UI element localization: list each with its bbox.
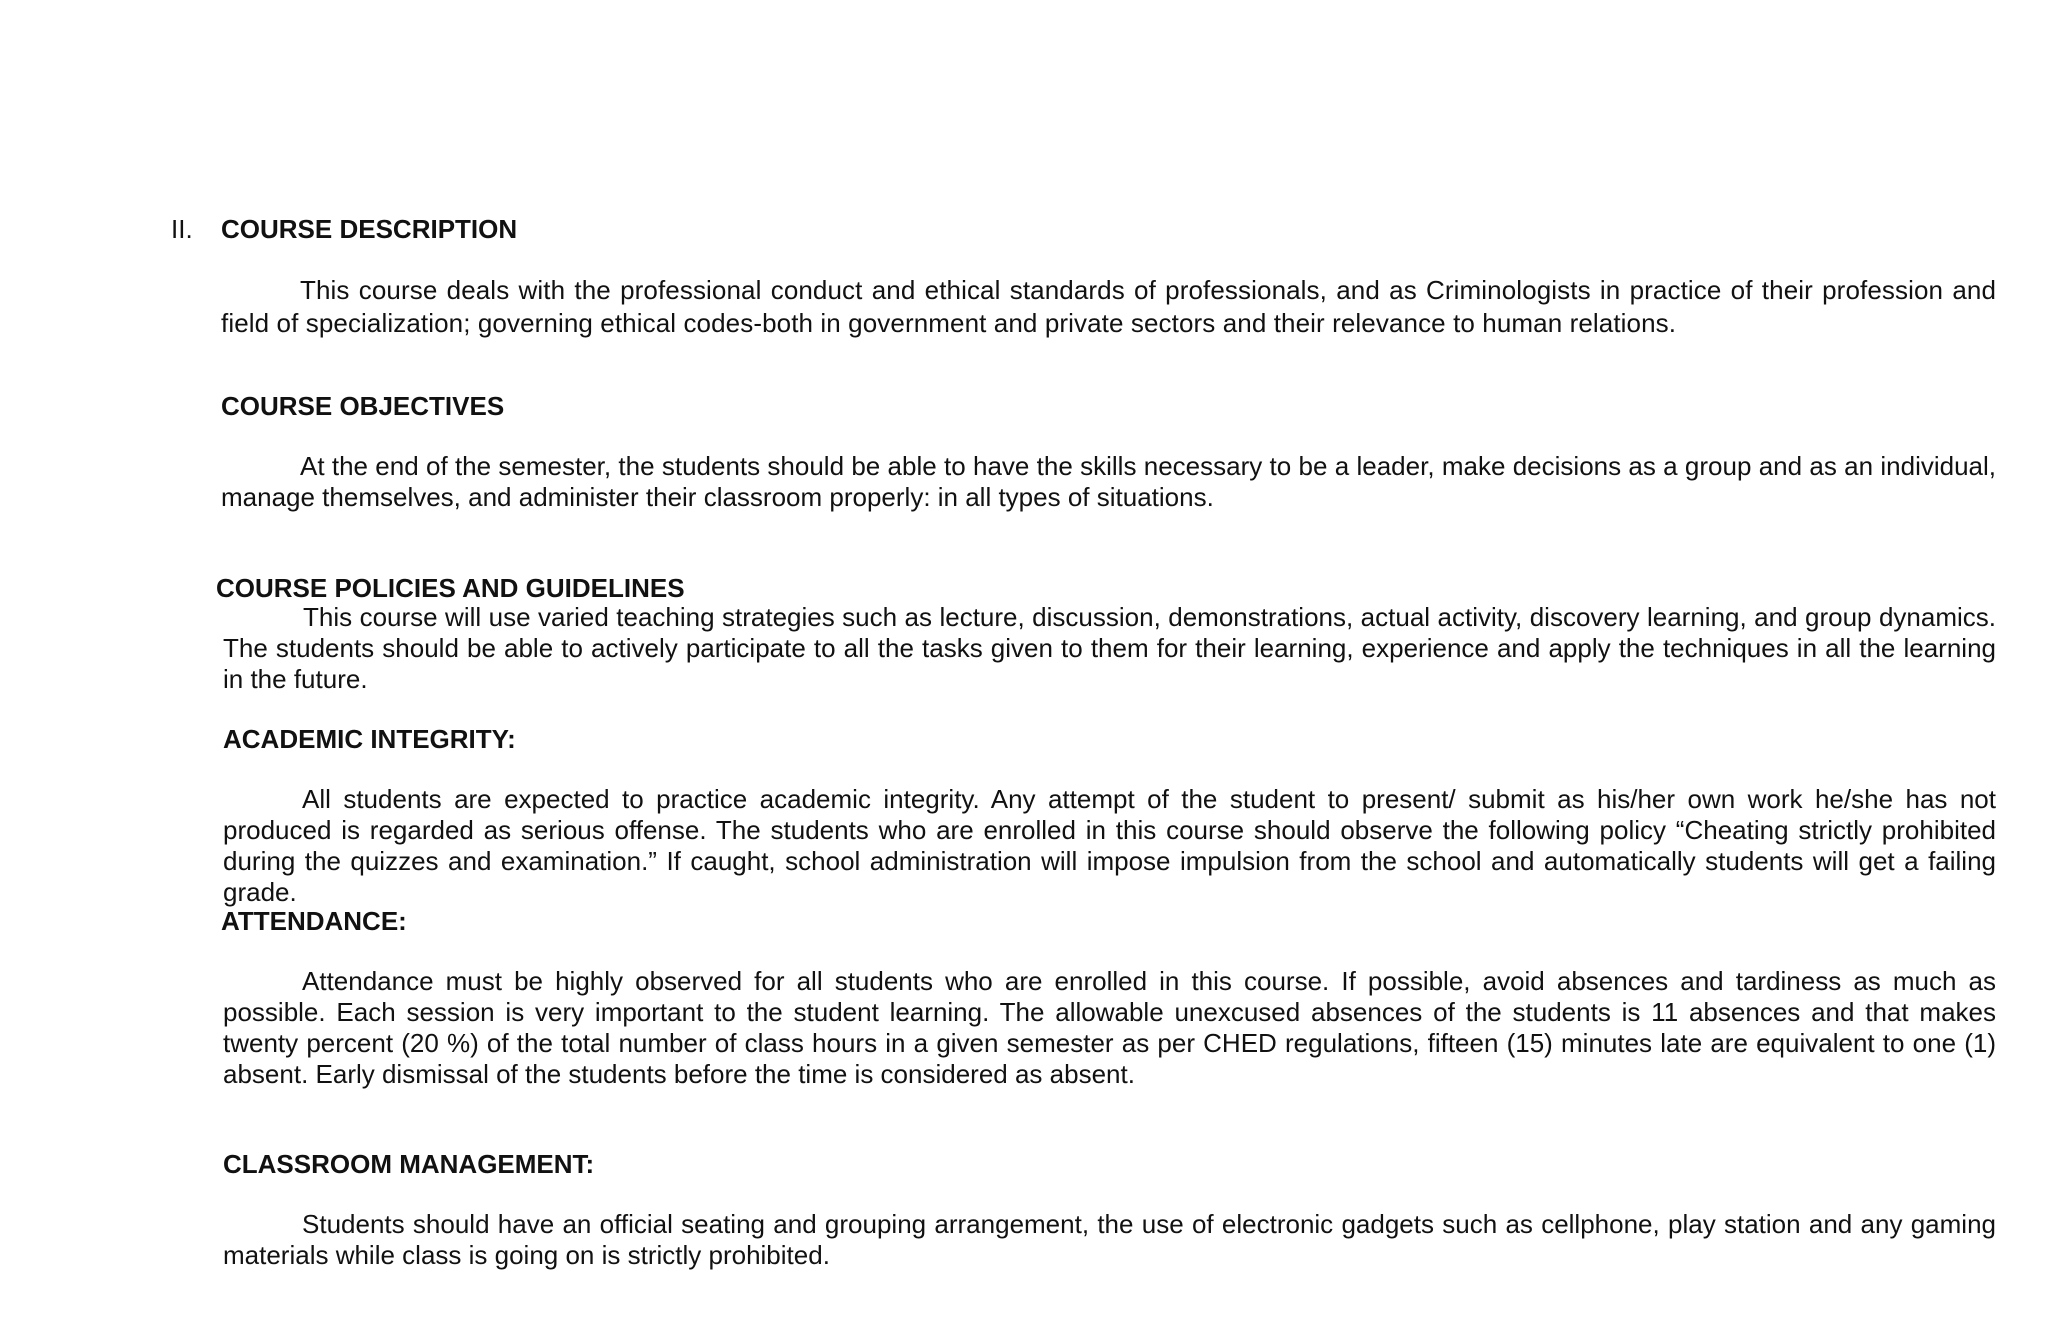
attendance-heading: ATTENDANCE:	[221, 906, 407, 936]
course-objectives-heading: COURSE OBJECTIVES	[221, 391, 505, 421]
section-numeral: II.	[171, 214, 193, 244]
classroom-management-body: Students should have an official seating and grouping arrangement, the use of electronic gadgets such as cellphone, play station and any gaming materials while class is going on is strictly prohibited.	[223, 1209, 1996, 1270]
academic-integrity-heading: ACADEMIC INTEGRITY:	[223, 724, 516, 754]
course-description-heading: COURSE DESCRIPTION	[221, 214, 518, 244]
attendance-body: Attendance must be highly observed for all students who are enrolled in this course. If possible, avoid absences and tardiness as much as possible. Each session is very important to the student learning. The allowable unexcused absences of the students is 11 absences and that makes twenty percent (20 %) of the total number of class hours in a given semester as per CHED regulations, fifteen (15) minutes late are equivalent to one (1) absent. Early dismissal of the students before the time is considered as absent.	[223, 966, 1996, 1089]
course-description-section	[221, 213, 1996, 340]
course-policies-section	[216, 572, 1996, 695]
course-description-body: This course deals with the professional conduct and ethical standards of professionals, and as Criminologists in practice of their profession and field of specialization; governing ethical codes-both in government and private sectors and their relevance to human relations.	[221, 275, 1996, 338]
attendance-section	[221, 905, 1996, 1090]
academic-integrity-section	[223, 723, 1996, 908]
academic-integrity-body: All students are expected to practice academic integrity. Any attempt of the student to present/ submit as his/her own work he/she has not produced is regarded as serious offense. The students who are enrolled in this course should observe the following policy “Cheating strictly prohibited during the quizzes and examination.” If caught, school administration will impose impulsion from the school and automatically students will get a failing grade.	[223, 784, 1996, 907]
classroom-management-heading: CLASSROOM MANAGEMENT:	[223, 1149, 595, 1179]
course-policies-heading: COURSE POLICIES AND GUIDELINES	[216, 573, 685, 603]
course-objectives-section	[221, 390, 1996, 513]
classroom-management-section	[223, 1148, 1996, 1271]
course-objectives-body: At the end of the semester, the students should be able to have the skills necessary to be a leader, make decisions as a group and as an individual, manage themselves, and administer their classroom properly: in all types of situations.	[221, 451, 1996, 512]
course-policies-body: This course will use varied teaching strategies such as lecture, discussion, demonstrations, actual activity, discovery learning, and group dynamics. The students should be able to actively participate to all the tasks given to them for their learning, experience and apply the techniques in all the learning in the future.	[223, 602, 1996, 694]
